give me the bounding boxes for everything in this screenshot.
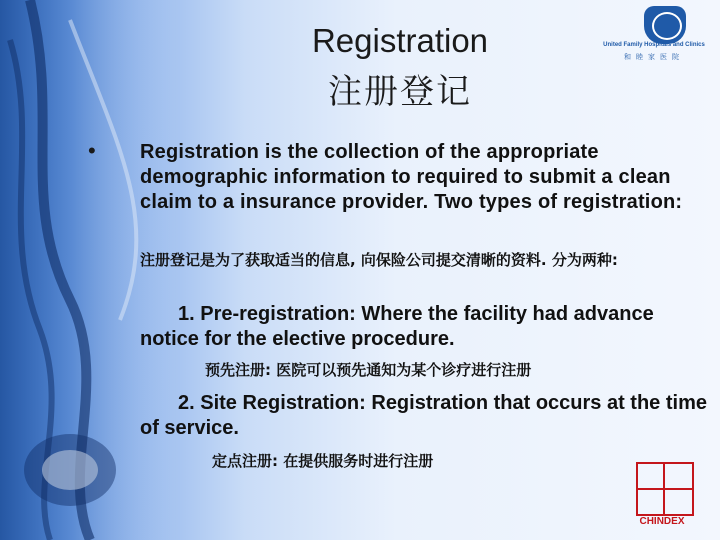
bullet-point: •	[88, 138, 96, 163]
slide-title-chinese: 注册登记	[328, 72, 472, 112]
intro-paragraph-english: Registration is the collection of the appropriate demographic information to required to submit a clean claim to a insurance provider. Two types of registration:	[140, 141, 683, 213]
united-family-logo-name: United Family Hospitals and Clinics	[603, 42, 705, 48]
intro-paragraph-chinese: 注册登记是为了获取适当的信息, 向保险公司提交清晰的资料. 分为两种:	[140, 251, 618, 269]
united-family-logo-icon	[644, 6, 686, 44]
pre-registration-english: 1. Pre-registration: Where the facility had advance notice for the elective procedure.	[140, 303, 654, 350]
site-registration-english: 2. Site Registration: Registration that occurs at the time of service.	[140, 392, 707, 439]
united-family-logo-chinese: 和睦家医院	[624, 54, 684, 61]
chindex-logo-text: CHINDEX	[639, 516, 685, 527]
chindex-logo-icon	[636, 462, 694, 516]
slide-title-english: Registration	[311, 22, 489, 59]
site-registration-chinese: 定点注册: 在提供服务时进行注册	[212, 452, 434, 470]
pre-registration-chinese: 预先注册: 医院可以预先通知为某个诊疗进行注册	[205, 361, 532, 379]
